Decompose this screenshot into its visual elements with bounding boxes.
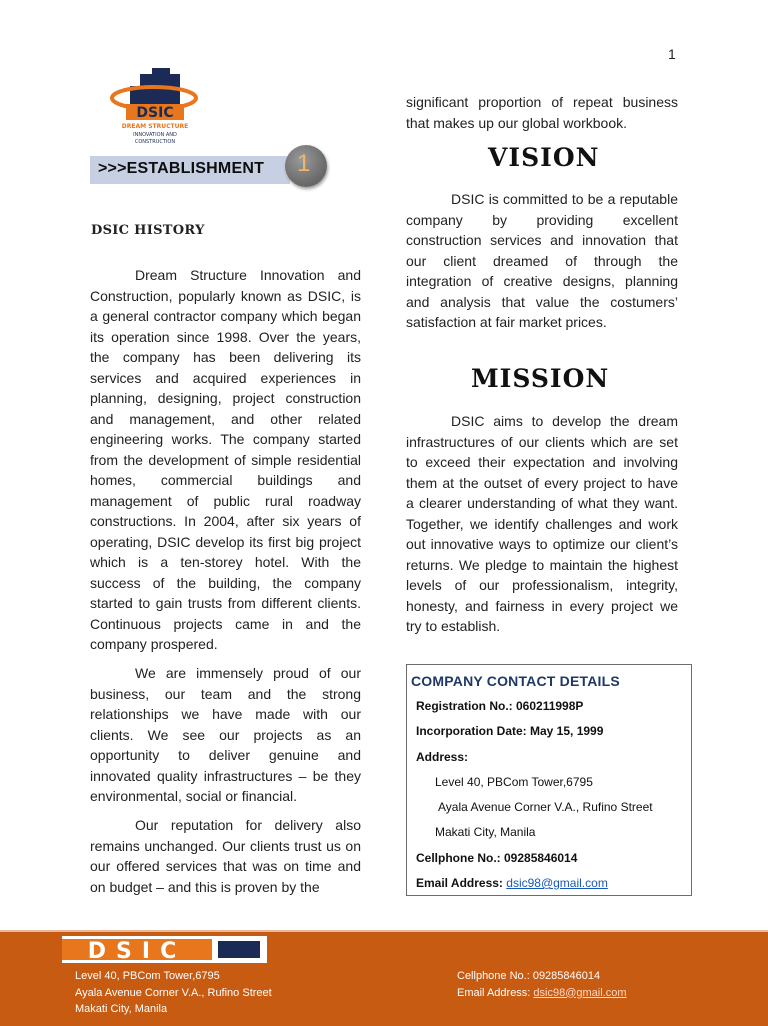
contact-details-box	[406, 664, 692, 896]
vision-heading: VISION	[488, 143, 600, 172]
footer-email-row	[457, 985, 627, 1002]
incorporation-date: Incorporation Date: May 15, 1999	[416, 724, 604, 738]
vision-paragraph: DSIC is committed to be a reputable company by providing excellent construction services and innovation that our client dreamed of through the integration of creative designs, planning and analysis that value the costumers’ satisfaction at fair market prices.	[406, 191, 678, 330]
logo-tagline: DREAM STRUCTURE	[121, 123, 189, 130]
history-paragraph-continued: significant proportion of repeat business that makes up our global workbook.	[406, 94, 678, 131]
history-paragraph-2: We are immensely proud of our business, our team and the strong relationships we have made with our clients. We see our projects as an opportunity to deliver genuine and innovated quality infrastructures – be they environmental, social or financial.	[90, 665, 361, 804]
contact-title: COMPANY CONTACT DETAILS	[411, 673, 620, 689]
cellphone-number: Cellphone No.: 09285846014	[416, 851, 578, 865]
footer-logo	[62, 936, 267, 963]
footer-contact	[457, 968, 627, 1001]
section-banner-label: >>>ESTABLISHMENT	[98, 160, 265, 177]
page-number: 1	[668, 46, 676, 62]
footer-address-line-1: Level 40, PBCom Tower,6795	[75, 970, 220, 982]
footer-address	[75, 968, 272, 1018]
registration-number: Registration No.: 060211998P	[416, 699, 584, 713]
address-line-2: Ayala Avenue Corner V.A., Rufino Street	[438, 800, 653, 814]
section-number: 1	[297, 150, 311, 177]
address-label: Address:	[416, 750, 469, 764]
history-paragraph-3: Our reputation for delivery also remains unchanged. Our clients trust us on our offered services that was on time and on budget – and this is proven by the	[90, 817, 361, 895]
footer-cellphone: Cellphone No.: 09285846014	[457, 970, 601, 982]
history-paragraph-1: Dream Structure Innovation and Construction, popularly known as DSIC, is a general contractor company which began its operation since 1998. Over the years, the company has been delivering its services and acquired experiences in planning, designing, project construction and management, and other related engineering works. The company started from the development of simple residential homes, commercial buildings and management of public rural roadway constructions. In 2004, after six years of operating, DSIC develop its first big project which is a ten-storey hotel. With the success of the building, the company started to gain trusts from different clients. Continuous projects came in and the company prospered.	[90, 267, 361, 652]
history-heading: DSIC HISTORY	[91, 223, 205, 238]
logo-sub1: INNOVATION AND	[133, 132, 177, 138]
footer-email-label: Email Address:	[457, 986, 534, 999]
footer-address-line-3: Makati City, Manila	[75, 1003, 168, 1015]
email-link[interactable]: dsic98@gmail.com	[506, 876, 608, 890]
address-line-1: Level 40, PBCom Tower,6795	[435, 775, 593, 789]
email-row	[416, 876, 608, 890]
logo-sub2: CONSTRUCTION	[134, 139, 176, 145]
dsic-logo	[94, 62, 210, 152]
mission-heading: MISSION	[471, 364, 610, 393]
mission-paragraph: DSIC aims to develop the dream infrastructures of our clients which are set to exceed their expectation and involving them at the outset of every project to have a clearer understanding of what they want. Together, we identify challenges and work out innovative ways to optimize our client’s returns. We pledge to maintain the highest levels of our professionalism, integrity, honesty, and fairness in every project we try to establish.	[406, 413, 678, 634]
footer-address-line-2: Ayala Avenue Corner V.A., Rufino Street	[75, 986, 272, 999]
email-label: Email Address:	[416, 876, 507, 890]
logo-letters: DSIC	[136, 105, 174, 121]
address-line-3: Makati City, Manila	[435, 825, 536, 839]
footer-logo-letters: DSIC	[87, 939, 187, 963]
footer-email-link[interactable]: dsic98@gmail.com	[533, 986, 627, 999]
